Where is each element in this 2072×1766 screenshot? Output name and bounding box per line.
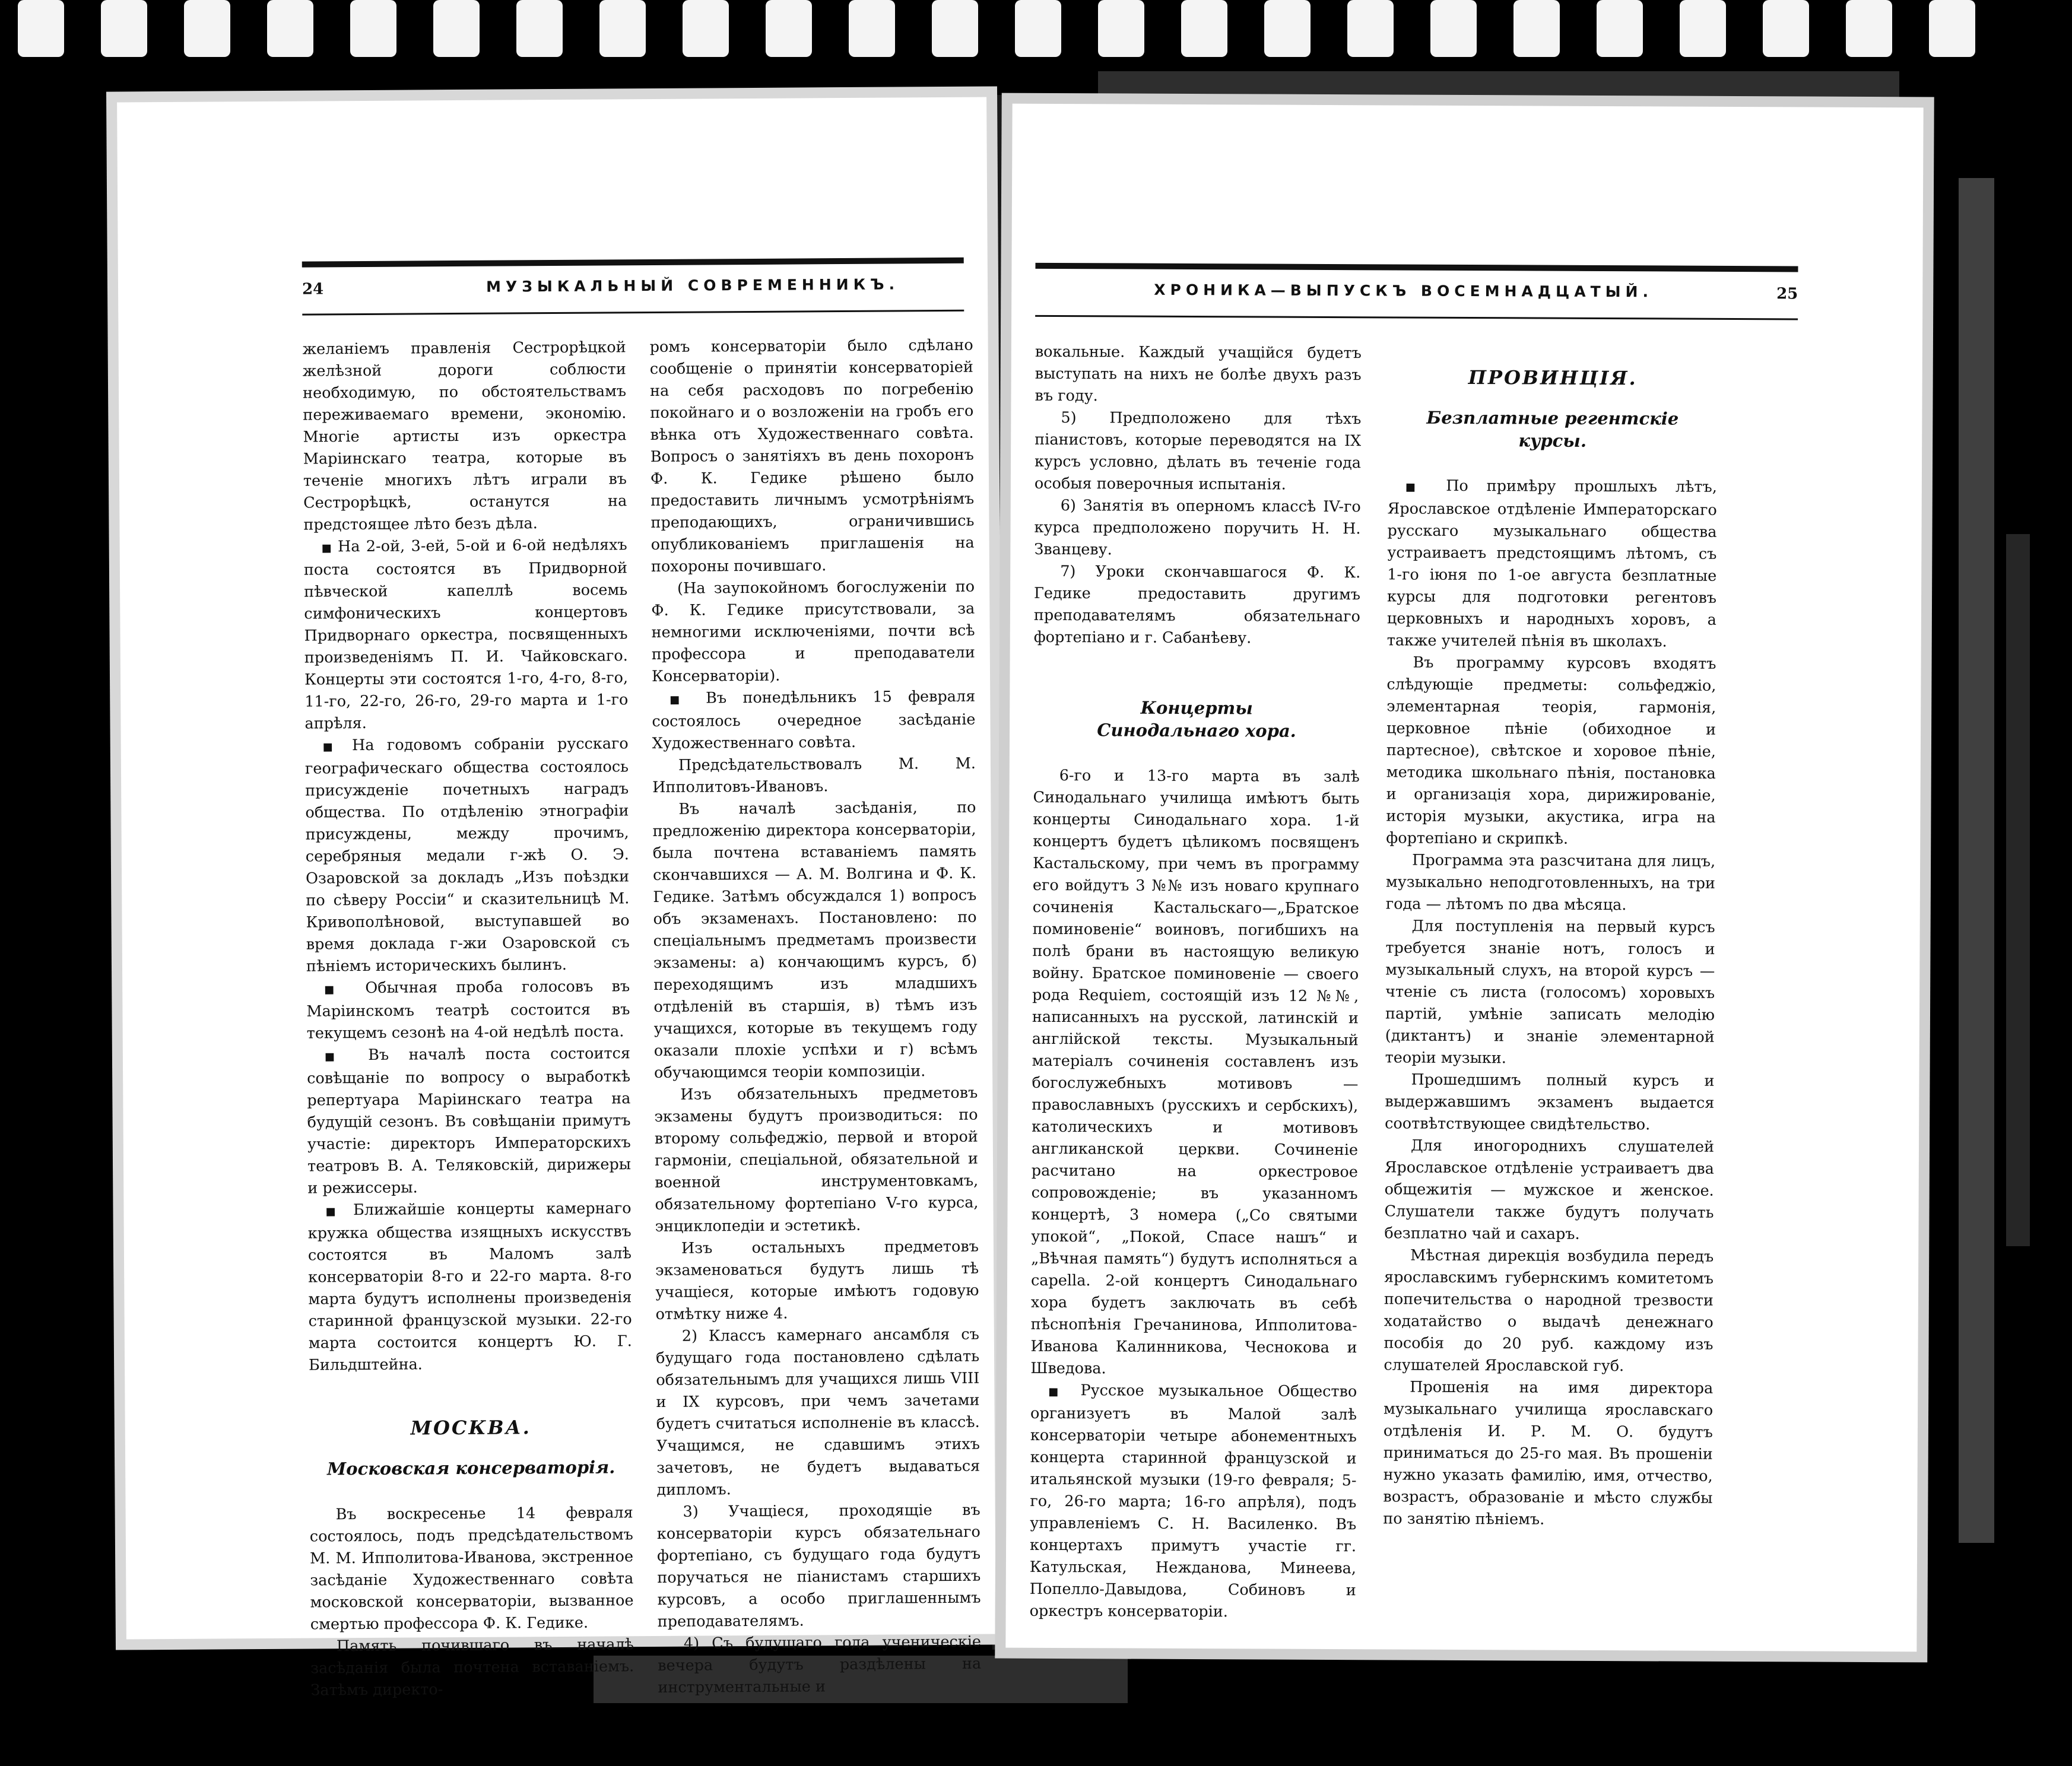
left-column-2 bbox=[650, 335, 982, 1700]
subheading-conservatory: Московская консерваторія. bbox=[326, 1457, 615, 1479]
paragraph: желаніемъ правленія Сестрорѣцкой желѣзной дороги соблюсти необходимую, по обстоятельствамъ переживаемаго времени, экономію. Многіе артисты изъ оркестра Маріинскаго театра, которые въ теченіе многихъ лѣтъ играли въ Сестрорѣцкѣ, останутся на предстоящее лѣто безъ дѣла. bbox=[302, 338, 627, 534]
news-item: ■ По примѣру прошлыхъ лѣтъ, Ярославское отдѣленіе Императорскаго русскаго музыкальнаго общества устраиваетъ предстоящимъ лѣтомъ, съ 1-го іюня по 1-ое августа безплатные курсы для подготовки регентовъ церковныхъ и народныхъ хоровъ, а также учителей пѣнія въ школахъ. bbox=[1387, 475, 1717, 653]
paragraph: 3) Учащіеся, проходящіе въ консерваторіи курсъ обязательнаго фортепіано, съ будущаго года будутъ поручаться не піанистамъ старшихъ курсовъ, а особо приглашеннымъ преподавателямъ. bbox=[656, 1501, 981, 1631]
paragraph: 7) Уроки скончавшагося Ф. К. Гедике предоставить другимъ преподавателямъ обязательнаго фортепіано и г. Сабанѣеву. bbox=[1033, 563, 1361, 647]
paragraph: ромъ консерваторіи было сдѣлано сообщеніе о принятіи консерваторіей на себя расходовъ по погребенію покойнаго и о возложеніи на гробъ его вѣнка отъ Художественнаго совѣта. Вопросъ о занятіяхъ въ день похоронъ Ф. К. Гедике рѣшено было предоставить личнымъ усмотрѣніямъ преподающихъ, ограничившись опубликованіемъ приглашенія на похороны почившаго. bbox=[649, 336, 975, 576]
paragraph: Для иногороднихъ слушателей Ярославское отдѣленіе устраиваетъ два общежитія — мужское и женское. Слушатели также будутъ получать безплатно чай и сахаръ. bbox=[1384, 1136, 1715, 1243]
section-heading-provinces: ПРОВИНЦІЯ. bbox=[1468, 366, 1638, 390]
news-item: ■ Русское музыкальное Общество организуетъ въ Малой залѣ консерваторіи четыре абонементныхъ концерта старинной французской и итальянской музыки (19-го февраля; 5-го, 26-го марта; 16-го апрѣля), подъ управленіемъ С. Н. Василенко. Въ концертахъ примутъ участіе гг. Катульская, Нежданова, Минеева, Попелло-Давыдова, Собиновъ и оркестръ консерваторіи. bbox=[1030, 1380, 1357, 1624]
paragraph: 5) Предположено для тѣхъ піанистовъ, которые переводятся на IX курсъ условно, дѣлать въ теченіе года особыя поверочныя испытанія. bbox=[1034, 409, 1362, 494]
paragraph: Въ началѣ засѣданія, по предложенію директора консерваторіи, была почтена вставаніемъ память скончавшихся — А. М. Волгина и Ф. К. Гедике. Затѣмъ обсуждался 1) вопросъ объ экзаменахъ. Постановлено: по спеціальнымъ предметамъ произвести экзамены: а) кончающимъ курсъ, б) переходящимъ изъ младшихъ отдѣленій въ старшія, в) тѣмъ изъ учащихся, которые въ текущемъ году оказали плохіе успѣхи и г) всѣмъ обучающимся теоріи композиціи. bbox=[652, 798, 978, 1082]
film-perforations bbox=[0, 0, 2072, 65]
paragraph: Въ программу курсовъ входятъ слѣдующіе предметы: сольфеджіо, элементарная теорія, гармонія, церковное пѣніе (обиходное и партесное), свѣтское и хоровое пѣніе, методика школьнаго пѣнія, постановка и организація хора, дирижированіе, исторія музыки, акустика, игра на фортепіано и скрипкѣ. bbox=[1386, 653, 1716, 848]
page-number: 24 bbox=[302, 280, 324, 298]
page-number: 25 bbox=[1776, 285, 1798, 303]
right-column-1 bbox=[1030, 341, 1362, 1624]
news-item: ■ На годовомъ собраніи русскаго географическаго общества состоялось присужденіе почетныхъ наградъ общества. По отдѣленію этнографіи присуждены, между прочимъ, серебряныя медали г-жѣ О. Э. Озаровской за докладъ „Изъ поѣздки по сѣверу Россіи“ и сказительницѣ М. Кривополѣновой, выступавшей во время доклада г-жи Озаровской съ пѣніемъ историческихъ былинъ. bbox=[305, 733, 630, 977]
paragraph: 2) Классъ камернаго ансамбля съ будущаго года постановлено сдѣлать обязательнымъ для учащихся лишь VIII и IX курсовъ, при чемъ зачетами будетъ считаться исполненіе въ классѣ. Учащимся, не сдавшимъ этихъ зачетовъ, не будетъ выдаваться дипломъ. bbox=[655, 1325, 981, 1499]
paragraph: 6-го и 13-го марта въ залѣ Синодальнаго училища имѣютъ быть концерты Синодальнаго хора. 1-й концертъ будетъ цѣликомъ посвященъ Кастальскому, при чемъ въ программу его войдутъ 3 №№ изъ новаго крупнаго сочиненія Кастальскаго—„Братское поминовеніе“ воиновъ, погибшихъ на полѣ брани въ настоящую великую войну. Братское поминовеніе — своего рода Requiem, состоящій изъ 12 №№, написанныхъ на русской, латинскій и англійской тексты. Музыкальный матеріалъ сочиненія составленъ изъ богослужебныхъ мотивовъ — православныхъ (русскихъ и сербскихъ), католическихъ и мотивовъ англиканской церкви. Сочиненіе расчитано на оркестровое сопровожденіе; въ указанномъ концертѣ, 3 номера („Со святыми упокой“, „Покой, Спасе нашъ“ и „Вѣчная память“) будутъ исполняться а capella. 2-ой концертъ Синодальнаго хора будетъ заключать въ себѣ пѣснопѣнія Гречанинова, Ипполитова-Иванова Калинникова, Чеснокова и Шведова. bbox=[1030, 767, 1360, 1378]
paragraph: Предсѣдательствовалъ М. М. Ипполитовъ-Ивановъ. bbox=[652, 754, 976, 797]
paragraph: Программа эта разсчитана для лицъ, музыкально неподготовленныхъ, на три года — лѣтомъ по два мѣсяца. bbox=[1385, 851, 1716, 914]
header-rule-thin bbox=[302, 310, 964, 316]
scan-noise bbox=[1098, 71, 1899, 101]
paragraph: вокальные. Каждый учащійся будетъ выступать на нихъ не болѣе двухъ разъ въ году. bbox=[1035, 342, 1362, 405]
paragraph: Для поступленія на первый курсъ требуется знаніе нотъ, голосъ и музыкальный слухъ, на второй курсъ — чтеніе съ листа (голосомъ) хоровыхъ партій, умѣніе записать мелодію (диктантъ) и знаніе элементарной теоріи музыки. bbox=[1385, 917, 1715, 1068]
header-rule-thick bbox=[302, 258, 964, 268]
left-running-head bbox=[302, 258, 964, 315]
news-item: ■ Обычная проба голосовъ въ Маріинскомъ театрѣ состоится въ текущемъ сезонѣ на 4-ой недѣлѣ поста. bbox=[306, 976, 630, 1044]
right-page bbox=[1005, 104, 1923, 1652]
right-running-head bbox=[1035, 263, 1798, 320]
paragraph: Память почившаго въ началѣ засѣданія была почтена вставаніемъ. Затѣмъ директо- bbox=[310, 1635, 634, 1700]
paragraph: Изъ остальныхъ предметовъ экзаменоваться будутъ лишь тѣ учащіеся, которые имѣютъ годовую отмѣтку ниже 4. bbox=[655, 1237, 979, 1323]
right-columns bbox=[1030, 341, 1718, 1625]
scan-noise bbox=[1959, 178, 1994, 1543]
journal-title: МУЗЫКАЛЬНЫЙ СОВРЕМЕННИКЪ. bbox=[486, 275, 900, 296]
paragraph: Прошенія на имя директора музыкальнаго училища ярославскаго отдѣленія И. Р. М. О. будутъ приниматься до 25-го мая. Въ прошеніи нужно указать фамилію, имя, отчество, возрастъ, образованіе и мѣсто службы по занятію пѣніемъ. bbox=[1383, 1378, 1714, 1529]
section-heading-concerts: Концерты Синодальнаго хора. bbox=[1097, 697, 1296, 741]
header-rule-thin bbox=[1035, 315, 1798, 320]
paragraph: Прошедшимъ полный курсъ и выдержавшимъ экзаменъ выдается соотвѣтствующее свидѣтельство. bbox=[1385, 1071, 1715, 1134]
right-column-2 bbox=[1383, 342, 1718, 1625]
news-item: ■ Въ началѣ поста состоится совѣщаніе по вопросу о выработкѣ репертуара Маріинскаго театра на будущій сезонъ. Въ совѣщаніи примутъ участіе: директоръ Императорскихъ театровъ В. А. Теляковскій, дирижеры и режиссеры. bbox=[307, 1043, 632, 1199]
news-item: ■ Въ понедѣльникъ 15 февраля состоялось очередное засѣданіе Художественнаго совѣта. bbox=[652, 686, 976, 755]
header-rule-thick bbox=[1035, 263, 1798, 272]
paragraph: (На заупокойномъ богослуженіи по Ф. К. Гедике присутствовали, за немногими исключеніями, почти всѣ профессора и преподаватели Консерваторіи). bbox=[651, 577, 975, 686]
scan-noise bbox=[2006, 534, 2030, 1246]
journal-title: ХРОНИКА—ВЫПУСКЪ ВОСЕМНАДЦАТЫЙ. bbox=[1154, 281, 1654, 301]
subheading-regent-courses: Безплатные регентскіе курсы. bbox=[1426, 407, 1679, 451]
left-page bbox=[117, 97, 996, 1700]
news-item: ■ Ближайшіе концерты камернаго кружка общества изящныхъ искусствъ состоятся въ Маломъ залѣ консерваторіи 8-го и 22-го марта. 8-го марта будутъ исполнены произведенія старинной французской музыки. 22-го марта состоится концертъ Ю. Г. Бильдштейна. bbox=[307, 1198, 632, 1376]
section-heading-moscow: МОСКВА. bbox=[410, 1416, 531, 1440]
news-item: ■ На 2-ой, 3-ей, 5-ой и 6-ой недѣляхъ поста состоятся въ Придворной пѣвческой капеллѣ восемь симфоническихъ концертовъ Придворнаго оркестра, посвященныхъ произведеніямъ П. И. Чайковскаго. Концерты эти состоятся 1-го, 4-го, 8-го, 11-го, 22-го, 26-го, 29-го марта и 1-го апрѣля. bbox=[304, 534, 629, 735]
left-columns bbox=[303, 335, 982, 1702]
paragraph: 6) Занятія въ оперномъ классѣ IV-го курса предположено поручить Н. Н. Званцеву. bbox=[1034, 497, 1361, 559]
paragraph: Мѣстная дирекція возбудила передъ ярославскимъ губернскимъ комитетомъ попечительства о народной трезвости ходатайство о выдачѣ денежнаго пособія до 20 руб. каждому изъ слушателей Ярославской губ. bbox=[1384, 1246, 1714, 1376]
paragraph: Изъ обязательныхъ предметовъ экзамены будутъ производиться: по второму сольфеджіо, первой и второй гармоніи, спеціальной, обязательной и военной инструментовкамъ, обязательному фортепіано V-го курса, энциклопедіи и эстетикѣ. bbox=[654, 1084, 979, 1235]
paragraph: Въ воскресенье 14 февраля состоялось, подъ предсѣдательствомъ М. М. Ипполитова-Иванова, экстренное засѣданіе Художественнаго совѣта московской консерваторіи, вызванное смертью профессора Ф. К. Гедике. bbox=[309, 1504, 634, 1634]
paragraph: 4) Съ будущаго года ученическіе вечера будутъ раздѣлены на инструментальные и bbox=[658, 1632, 982, 1697]
left-column-1 bbox=[303, 336, 634, 1701]
